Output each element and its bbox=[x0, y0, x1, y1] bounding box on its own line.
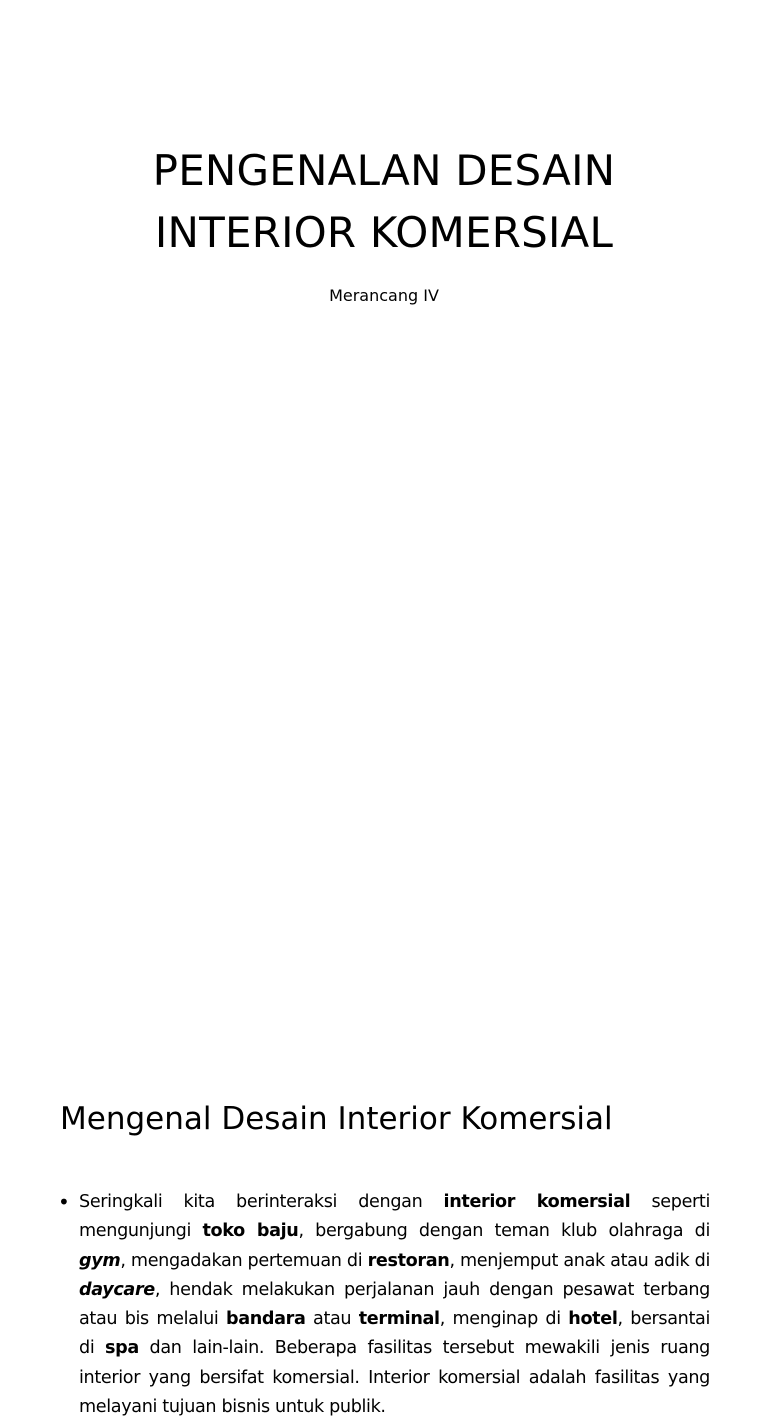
emphasis-term: restoran bbox=[367, 1250, 450, 1271]
emphasis-term: gym bbox=[79, 1250, 121, 1271]
slide-title-line-1: PENGENALAN DESAIN bbox=[152, 146, 616, 195]
paragraph-text: , bersantai di bbox=[79, 1309, 710, 1359]
paragraph-text: , menjemput anak atau adik di bbox=[449, 1250, 710, 1271]
emphasis-term: bandara bbox=[225, 1309, 306, 1330]
paragraph-text: atau bbox=[305, 1309, 359, 1330]
content-slide bbox=[0, 512, 768, 1418]
emphasis-term: spa bbox=[105, 1338, 139, 1359]
title-slide bbox=[0, 0, 768, 512]
paragraph-text: Seringkali kita berinteraksi dengan bbox=[79, 1192, 444, 1212]
emphasis-term: daycare bbox=[79, 1279, 155, 1300]
emphasis-term: terminal bbox=[358, 1309, 440, 1330]
bullet-paragraph bbox=[79, 1188, 710, 1422]
paragraph-text: dan lain-lain. Beberapa fasilitas tersebut mewakili jenis ruang interior yang bersifat komersial. Interior komersial adalah fasilitas yang melayani tujuan bisnis untuk publik. bbox=[79, 1338, 710, 1418]
section-heading: Mengenal Desain Interior Komersial bbox=[60, 1101, 613, 1137]
paragraph-text: , bergabung dengan teman klub olahraga di bbox=[298, 1221, 710, 1242]
slide-subtitle: Merancang IV bbox=[329, 286, 439, 305]
emphasis-term: hotel bbox=[568, 1309, 618, 1330]
paragraph-text: , hendak melakukan perjalanan jauh dengan pesawat terbang atau bis melalui bbox=[79, 1279, 710, 1330]
emphasis-term: interior komersial bbox=[443, 1192, 631, 1212]
paragraph-text: , menginap di bbox=[439, 1309, 569, 1330]
paragraph-text: , mengadakan pertemuan di bbox=[120, 1250, 368, 1271]
paragraph-text: seperti mengunjungi bbox=[79, 1192, 711, 1242]
slide-title-line-2: INTERIOR KOMERSIAL bbox=[154, 208, 614, 257]
slide-title bbox=[40, 140, 728, 264]
bullet-list bbox=[58, 1188, 710, 1422]
bullet-icon: • bbox=[58, 1190, 70, 1214]
emphasis-term: toko baju bbox=[202, 1221, 299, 1242]
